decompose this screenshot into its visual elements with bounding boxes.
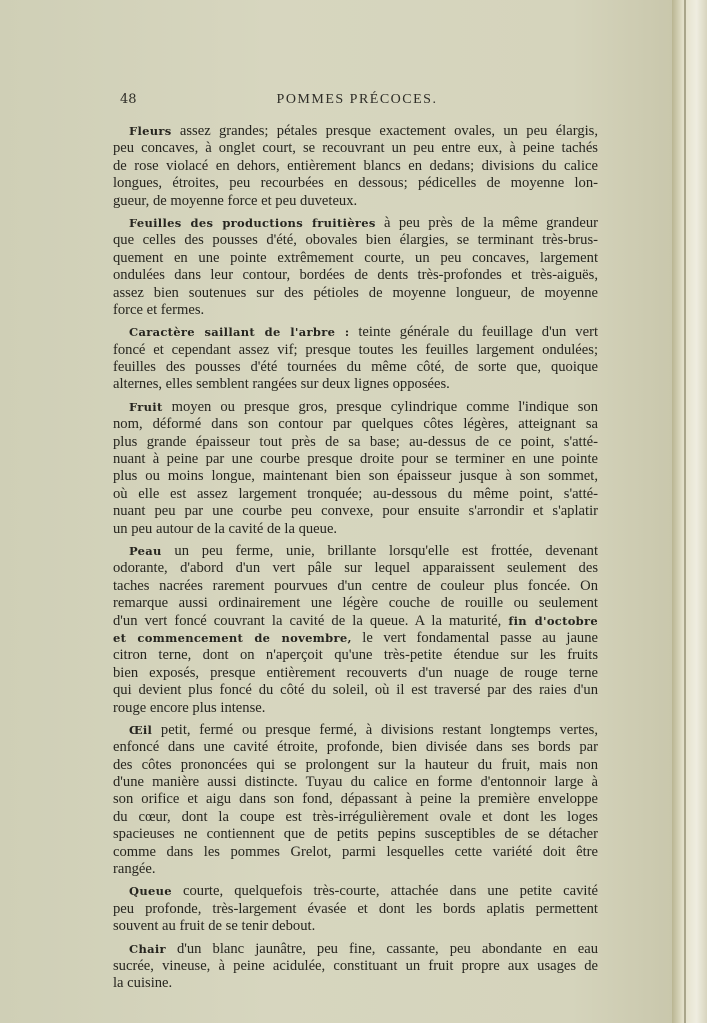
text-line xyxy=(113,543,598,560)
text-segment: bien exposés, presque entièrement recouverts d'un nuage de rouge terne xyxy=(113,664,598,681)
text-line xyxy=(113,757,598,774)
text-line xyxy=(113,791,598,808)
bold-heading: fin d'octobre xyxy=(508,613,598,628)
text-line xyxy=(113,451,598,468)
text-line xyxy=(113,324,598,341)
text-segment: assez grandes; pétales presque exactement ovales, un peu élargis, xyxy=(171,123,598,139)
text-segment: plus ou moins longue, maintenant bien son épaisseur jusque à son sommet, xyxy=(113,468,598,485)
text-segment: son orifice et aigu dans son fond, dépassant à peine la première enveloppe xyxy=(113,791,598,808)
text-segment: un peu autour de la cavité de la queue. xyxy=(113,520,338,537)
text-line xyxy=(113,958,598,975)
text-segment: que celles des pousses d'été, obovales bien élargies, se terminant très-brus- xyxy=(113,232,598,249)
text-line xyxy=(113,123,598,140)
text-line xyxy=(113,434,598,451)
text-line xyxy=(113,918,598,935)
text-segment: feuilles des pousses d'été tournées du même côté, de sorte que, quoique xyxy=(113,359,598,376)
running-title: POMMES PRÉCOCES. xyxy=(276,92,438,107)
text-segment: qui devient plus foncé du côté du soleil, où il est traversé par des raies d'un xyxy=(113,682,598,699)
text-line xyxy=(113,682,598,699)
text-segment: peu concaves, à onglet court, se recouvrant un peu entre eux, à peine tachés xyxy=(113,140,598,157)
text-segment: où elle est assez largement tronquée; au-dessous du même point, s'atté- xyxy=(113,485,598,502)
text-segment: taches nacrées rarement pourvues d'un centre de couleur plus foncée. On xyxy=(113,577,598,594)
paragraph xyxy=(113,941,598,993)
text-line xyxy=(113,975,598,992)
text-line xyxy=(113,468,598,485)
text-line xyxy=(113,613,598,630)
paragraph xyxy=(113,399,598,538)
bold-heading: Fruit xyxy=(129,399,163,414)
paragraph xyxy=(113,722,598,879)
bold-heading: et commencement de novembre, xyxy=(113,630,352,645)
text-line xyxy=(113,901,598,918)
running-header xyxy=(112,92,602,112)
text-segment: foncé et cependant assez vif; presque toutes les feuilles largement ondulées; xyxy=(113,341,598,358)
text-line xyxy=(113,193,598,210)
text-segment: comme dans les pommes Grelot, parmi lesquelles cette variété doit être xyxy=(113,843,598,860)
text-line xyxy=(113,232,598,249)
text-segment: des côtes prononcées qui se prolongent sur la hauteur du fruit, mais non xyxy=(113,756,598,773)
text-segment: sucrée, vineuse, à peine acidulée, constituant un fruit propre aux usages de xyxy=(113,957,598,974)
page-edge xyxy=(672,0,707,1023)
text-line xyxy=(113,521,598,538)
text-segment: rouge encore plus intense. xyxy=(113,699,266,716)
text-segment: souvent au fruit de se tenir debout. xyxy=(113,918,316,935)
text-line xyxy=(113,883,598,900)
text-line xyxy=(113,140,598,157)
text-line xyxy=(113,486,598,503)
bold-heading: Fleurs xyxy=(129,124,172,138)
text-line xyxy=(113,175,598,192)
bold-heading: Œil xyxy=(129,722,153,737)
text-line xyxy=(113,503,598,520)
text-segment: du cœur, dont la coupe est très-irrégulièrement ovale et dont les loges xyxy=(113,808,598,825)
text-segment: ondulées dans leur contour, bordées de dents très-profondes et très-aiguës, xyxy=(113,267,598,284)
page-edge-line xyxy=(684,0,686,1023)
bold-heading: Feuilles des productions fruitières xyxy=(129,215,376,230)
text-line xyxy=(113,700,598,717)
text-segment: rangée. xyxy=(113,861,156,878)
text-segment: le vert fondamental passe au jaune xyxy=(351,629,598,646)
text-line xyxy=(113,302,598,319)
text-segment: nuant peu par une courbe peu convexe, pour ensuite s'arrondir et s'aplatir xyxy=(113,503,598,520)
text-segment: courte, quelquefois très-courte, attachée dans une petite cavité xyxy=(171,883,598,900)
text-segment: spacieuses ne contiennent que de petits pepins susceptibles de se détacher xyxy=(113,826,598,843)
text-segment: odorante, d'abord d'un vert pâle sur lequel apparaissent seulement des xyxy=(113,560,598,577)
text-segment: de rose violacé en dehors, entièrement blancs en dedans; divisions du calice xyxy=(113,157,598,174)
text-line xyxy=(113,739,598,756)
text-line xyxy=(113,844,598,861)
text-segment: peu profonde, très-largement évasée et dont les bords aplatis permettent xyxy=(113,900,598,917)
text-line xyxy=(113,630,598,647)
text-line xyxy=(113,665,598,682)
text-segment: teinte générale du feuillage d'un vert xyxy=(349,324,598,341)
text-line xyxy=(113,560,598,577)
text-segment: assez bien soutenues sur des pétioles de moyenne longueur, de moyenne xyxy=(113,284,598,301)
paragraph xyxy=(113,123,598,210)
text-line xyxy=(113,578,598,595)
text-segment: plus grande épaisseur tout près de sa base; au-dessus de ce point, s'atté- xyxy=(113,433,598,450)
text-segment: alternes, elles semblent rangées sur deux lignes opposées. xyxy=(113,376,450,393)
text-line xyxy=(113,647,598,664)
text-segment: d'une manière aussi distincte. Tuyau du calice en forme d'entonnoir large à xyxy=(113,774,598,791)
bold-heading: Chair xyxy=(129,941,166,956)
paragraph xyxy=(113,215,598,319)
text-line xyxy=(113,595,598,612)
text-segment: quement en une pointe extrêmement courte, un peu concaves, largement xyxy=(113,249,598,266)
bold-heading: Peau xyxy=(129,543,162,558)
page-number: 48 xyxy=(120,92,137,107)
text-line xyxy=(113,399,598,416)
text-segment: enfoncé dans une cavité étroite, profonde, bien divisée dans ses bords par xyxy=(113,739,598,756)
text-line xyxy=(113,376,598,393)
bold-heading: Caractère saillant de l'arbre : xyxy=(129,325,350,340)
text-line xyxy=(113,285,598,302)
text-segment: gueur, de moyenne force et peu duveteux. xyxy=(113,192,358,209)
paragraph xyxy=(113,883,598,935)
text-line xyxy=(113,722,598,739)
paragraph xyxy=(113,324,598,394)
text-segment: longues, étroites, peu recourbées en dessous; pédicelles de moyenne lon- xyxy=(113,175,598,192)
text-segment: petit, fermé ou presque fermé, à divisions restant longtemps vertes, xyxy=(152,721,598,738)
text-segment: la cuisine. xyxy=(113,975,173,992)
text-line xyxy=(113,215,598,232)
text-segment: nuant à peine par une courbe presque droite pour se terminer en une pointe xyxy=(113,451,598,468)
text-line xyxy=(113,861,598,878)
paragraph xyxy=(113,543,598,717)
page-body xyxy=(113,123,598,998)
text-segment: moyen ou presque gros, presque cylindrique comme l'indique son xyxy=(162,398,598,415)
text-line xyxy=(113,809,598,826)
text-segment: d'un vert foncé couvrant la cavité de la queue. A la maturité, xyxy=(113,612,509,629)
text-segment: citron terne, dont on n'aperçoit qu'une très-petite étendue sur les fruits xyxy=(113,647,598,664)
text-line xyxy=(113,416,598,433)
text-line xyxy=(113,250,598,267)
text-segment: un peu ferme, unie, brillante lorsqu'elle est frottée, devenant xyxy=(161,542,598,559)
text-segment: remarque aussi ordinairement une légère couche de rouille ou seulement xyxy=(113,595,598,612)
text-line xyxy=(113,941,598,958)
text-segment: à peu près de la même grandeur xyxy=(375,214,598,231)
bold-heading: Queue xyxy=(129,884,172,899)
text-line xyxy=(113,267,598,284)
text-line xyxy=(113,826,598,843)
text-line xyxy=(113,359,598,376)
text-line xyxy=(113,774,598,791)
text-line xyxy=(113,158,598,175)
text-line xyxy=(113,342,598,359)
text-segment: d'un blanc jaunâtre, peu fine, cassante, peu abondante en eau xyxy=(165,940,598,957)
text-segment: nom, déformé dans son contour par quelques côtes légères, atteignant sa xyxy=(113,416,598,433)
text-segment: force et fermes. xyxy=(113,301,205,318)
